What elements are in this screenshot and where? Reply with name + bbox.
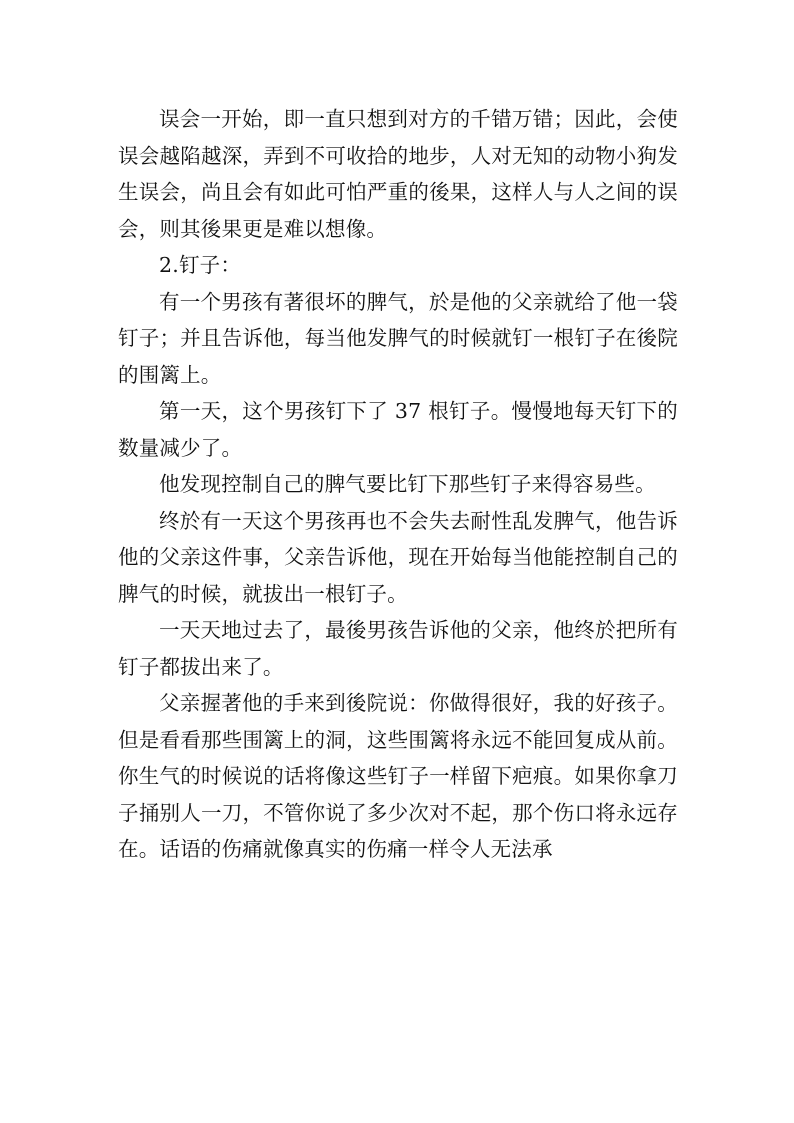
document-body — [118, 101, 678, 868]
section-heading-nails: 2.钉子： — [159, 253, 242, 277]
paragraph-first-day: 第一天，这个男孩钉下了 37 根钉子。慢慢地每天钉下的数量减少了。 — [118, 399, 678, 460]
paragraph-all-nails-out: 一天天地过去了，最後男孩告诉他的父亲，他终於把所有钉子都拔出来了。 — [118, 618, 678, 679]
paragraph-no-more-temper: 终於有一天这个男孩再也不会失去耐性乱发脾气，他告诉他的父亲这件事，父亲告诉他，现在开始每当他能控制自己的脾气的时候，就拔出一根钉子。 — [118, 508, 678, 606]
paragraph-father-lesson: 父亲握著他的手来到後院说：你做得很好，我的好孩子。但是看看那些围篱上的洞，这些围篱将永远不能回复成从前。你生气的时候说的话将像这些钉子一样留下疤痕。如果你拿刀子捅别人一刀，不管你说了多少次对不起，那个伤口将永远存在。话语的伤痛就像真实的伤痛一样令人无法承 — [118, 691, 678, 861]
paragraph-boy-temper: 有一个男孩有著很坏的脾气，於是他的父亲就给了他一袋钉子；并且告诉他，每当他发脾气的时候就钉一根钉子在後院的围篱上。 — [118, 289, 678, 387]
paragraph-self-control: 他发现控制自己的脾气要比钉下那些钉子来得容易些。 — [159, 472, 656, 496]
paragraph-misunderstanding: 误会一开始，即一直只想到对方的千错万错；因此，会使误会越陷越深，弄到不可收拾的地步，人对无知的动物小狗发生误会，尚且会有如此可怕严重的後果，这样人与人之间的误会，则其後果更是难以想像。 — [118, 107, 678, 241]
